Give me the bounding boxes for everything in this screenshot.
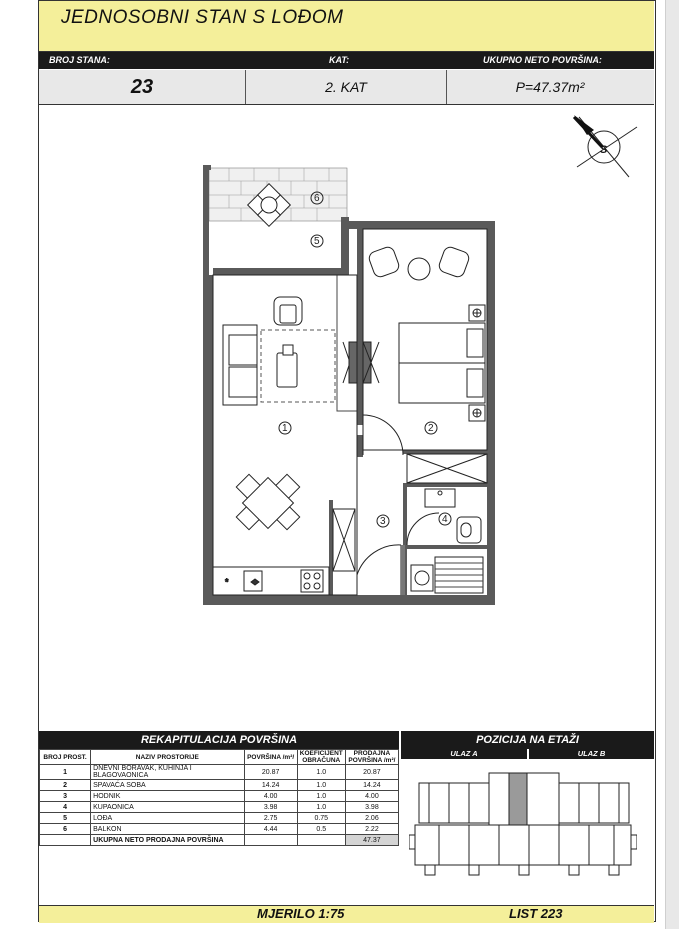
label-floor: KAT:	[329, 55, 350, 65]
table-row	[40, 765, 399, 780]
row-no: 6	[40, 824, 91, 835]
dining-table-icon	[236, 474, 299, 529]
bedroom-seating-icon	[367, 245, 470, 280]
entrance-a-label: ULAZ A	[401, 749, 527, 759]
area-value: P=47.37m²	[515, 79, 585, 95]
row-coef: 1.0	[297, 765, 345, 780]
svg-text:S: S	[600, 144, 608, 156]
total-label: UKUPNA NETO PRODAJNA POVRŠINA	[91, 835, 244, 846]
table-row	[40, 791, 399, 802]
bottom-section	[39, 731, 654, 921]
svg-text:*: *	[225, 577, 229, 587]
room-number-2	[425, 422, 437, 434]
row-area: 4.44	[244, 824, 297, 835]
room-number-5	[311, 235, 323, 247]
row-no: 5	[40, 813, 91, 824]
table-row	[40, 802, 399, 813]
apartment-title: JEDNOSOBNI STAN S LOĐOM	[61, 7, 344, 28]
col-coefficient: KOEFICIJENT OBRAČUNA	[297, 750, 345, 765]
label-unit-number: BROJ STANA:	[49, 55, 110, 65]
row-no: 1	[40, 765, 91, 780]
floor-value: 2. KAT	[246, 70, 447, 104]
armchair-icon	[274, 297, 302, 387]
row-sale: 2.06	[345, 813, 398, 824]
row-name: DNEVNI BORAVAK, KUHINJA I BLAGOVAONICA	[91, 765, 244, 780]
row-sale: 3.98	[345, 802, 398, 813]
row-area: 2.75	[244, 813, 297, 824]
row-sale: 14.24	[345, 780, 398, 791]
row-sale: 4.00	[345, 791, 398, 802]
title-band	[39, 1, 654, 52]
total-row	[40, 835, 399, 846]
label-total-area: UKUPNO NETO POVRŠINA:	[483, 55, 602, 65]
svg-text:5: 5	[314, 236, 320, 247]
row-coef: 1.0	[297, 780, 345, 791]
row-coef: 1.0	[297, 802, 345, 813]
row-sale: 20.87	[345, 765, 398, 780]
row-name: LOĐA	[91, 813, 244, 824]
col-area: POVRŠINA /m²/	[244, 750, 297, 765]
row-coef: 0.75	[297, 813, 345, 824]
footer-band	[39, 905, 654, 923]
unit-number: 23	[39, 70, 246, 104]
table-header-row	[40, 750, 399, 765]
recap-title: REKAPITULACIJA POVRŠINA	[39, 731, 399, 749]
scale-label: MJERILO 1:75	[257, 906, 345, 921]
scrollbar-track[interactable]	[665, 0, 679, 929]
svg-text:2: 2	[428, 423, 434, 434]
header-labels-bar	[39, 52, 654, 69]
col-room-name: NAZIV PROSTORIJE	[91, 750, 244, 765]
row-name: BALKON	[91, 824, 244, 835]
row-name: HODNIK	[91, 791, 244, 802]
kitchen-counter-icon	[213, 567, 329, 595]
table-row	[40, 780, 399, 791]
table-row	[40, 813, 399, 824]
entrance-b-label: ULAZ B	[529, 749, 654, 759]
sofa-icon	[223, 325, 257, 405]
header-values-row	[39, 70, 654, 105]
svg-text:4: 4	[442, 514, 448, 525]
building-position-map	[409, 765, 637, 885]
row-coef: 0.5	[297, 824, 345, 835]
room-number-1	[279, 422, 291, 434]
total-value: 47.37	[345, 835, 398, 846]
floor-plan-drawing	[39, 105, 654, 731]
row-no: 2	[40, 780, 91, 791]
row-name: KUPAONICA	[91, 802, 244, 813]
closet-icon	[407, 454, 487, 483]
hall-closet-icon	[333, 509, 355, 571]
room-number-4	[439, 513, 451, 525]
room-number-3	[377, 515, 389, 527]
row-name: SPAVAĆA SOBA	[91, 780, 244, 791]
sheet-label: LIST 223	[509, 906, 563, 921]
svg-text:1: 1	[282, 423, 288, 434]
floor-plan-sheet	[38, 0, 656, 922]
row-sale: 2.22	[345, 824, 398, 835]
svg-text:6: 6	[314, 193, 320, 204]
col-room-no: BROJ PROST.	[40, 750, 91, 765]
row-no: 3	[40, 791, 91, 802]
total-empty-2	[244, 835, 297, 846]
bed-icon	[399, 305, 485, 421]
total-empty-3	[297, 835, 345, 846]
walls	[203, 221, 495, 605]
row-area: 3.98	[244, 802, 297, 813]
bathroom-fixtures-icon	[411, 489, 483, 593]
row-area: 20.87	[244, 765, 297, 780]
row-no: 4	[40, 802, 91, 813]
row-coef: 1.0	[297, 791, 345, 802]
total-empty	[40, 835, 91, 846]
position-title: POZICIJA NA ETAŽI	[401, 731, 654, 749]
area-recap-table	[39, 749, 399, 846]
row-area: 4.00	[244, 791, 297, 802]
north-arrow-icon	[574, 115, 637, 177]
svg-text:3: 3	[380, 516, 386, 527]
row-area: 14.24	[244, 780, 297, 791]
table-row	[40, 824, 399, 835]
col-sale-area: PRODAJNA POVRŠINA /m²/	[345, 750, 398, 765]
